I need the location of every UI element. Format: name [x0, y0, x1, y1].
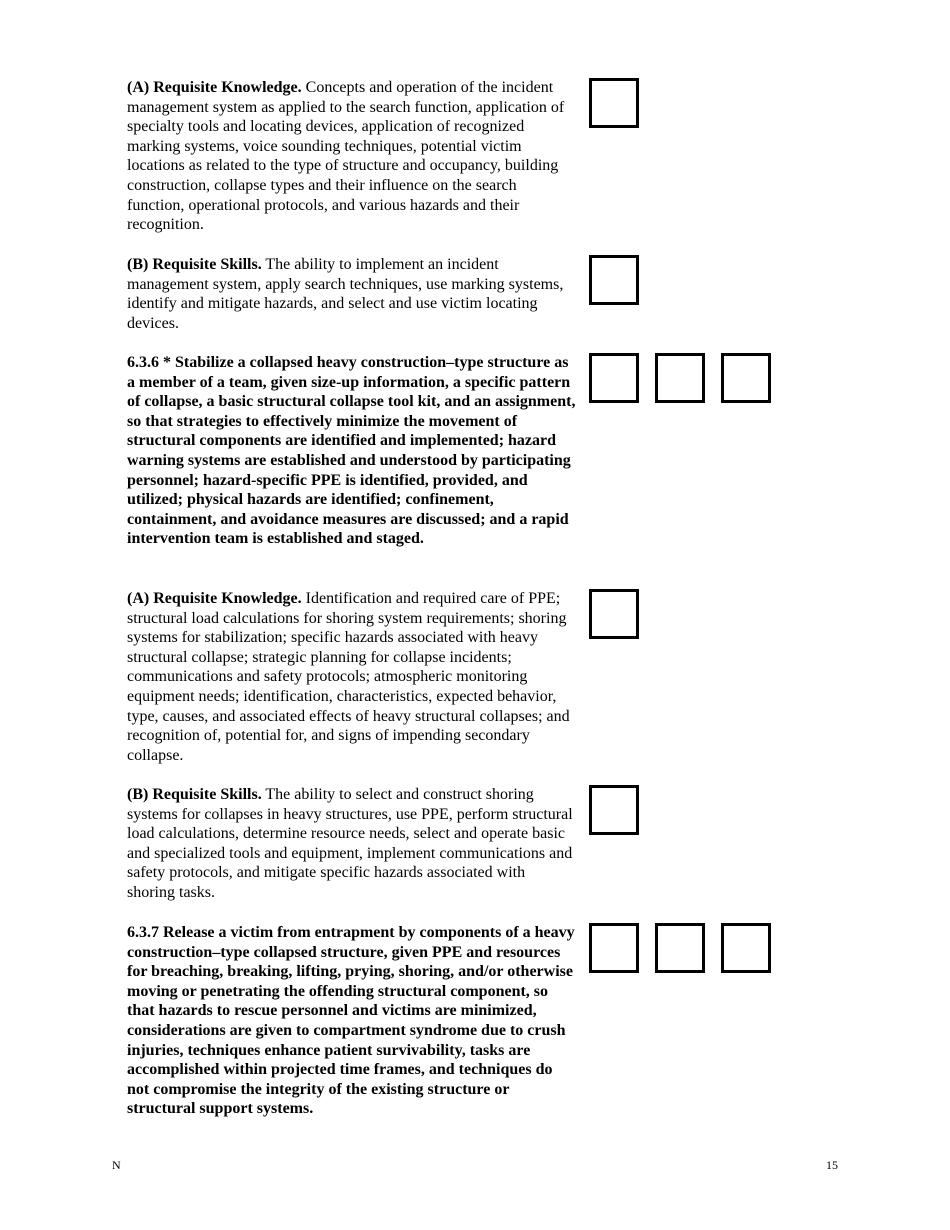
paragraph-body: The ability to implement an incident management system, apply search techniques, use marking systems, identify and mitigate hazards, and select and use victim locating devices. [127, 256, 564, 332]
checkbox[interactable] [589, 255, 639, 305]
checkbox-group-3 [589, 353, 771, 403]
checkbox-group-5 [589, 785, 639, 835]
page-number: 15 [826, 1158, 838, 1172]
knowledge-paragraph-2 [127, 589, 577, 765]
checkbox[interactable] [589, 589, 639, 639]
checkbox[interactable] [655, 353, 705, 403]
paragraph-lead: (B) Requisite Skills. [127, 256, 262, 273]
checkbox[interactable] [589, 923, 639, 973]
checkbox[interactable] [589, 785, 639, 835]
skills-paragraph-1 [127, 255, 577, 333]
checkbox[interactable] [589, 78, 639, 128]
checkbox[interactable] [721, 923, 771, 973]
checkbox[interactable] [589, 353, 639, 403]
skills-paragraph-2 [127, 785, 577, 903]
checkbox-group-6 [589, 923, 771, 973]
paragraph-body: The ability to select and construct shoring systems for collapses in heavy structures, use PPE, perform structural load calculations, determine resource needs, select and operate basic and specialized tools and equipment, implement communications and safety protocols, and mitigate specific hazards associated with shoring tasks. [127, 786, 573, 901]
checkbox-group-4 [589, 589, 639, 639]
requirement-6-3-7: 6.3.7 Release a victim from entrapment by components of a heavy construction–type collapsed structure, given PPE and resources for breaching, breaking, lifting, prying, shoring, and/or otherwise moving or penetrating the offending structural component, so that hazards to rescue personnel and victims are minimized, considerations are given to compartment syndrome due to crush injuries, techniques enhance patient survivability, tasks are accomplished within projected time frames, and techniques do not compromise the integrity of the existing structure or structural support systems. [127, 924, 575, 1118]
paragraph-lead: (A) Requisite Knowledge. [127, 590, 302, 607]
requirement-6-3-6: 6.3.6 * Stabilize a collapsed heavy construction–type structure as a member of a team, given size-up information, a specific pattern of collapse, a basic structural collapse tool kit, and an assignment, so that strategies to effectively minimize the movement of structural components are identified and implemented; hazard warning systems are established and understood by participating personnel; hazard-specific PPE is identified, provided, and utilized; physical hazards are identified; confinement, containment, and avoidance measures are discussed; and a rapid intervention team is established and staged. [127, 354, 576, 548]
paragraph-body: Concepts and operation of the incident management system as applied to the search function, application of specialty tools and locating devices, application of recognized marking systems, voice sounding techniques, potential victim locations as related to the type of structure and occupancy, building construction, collapse types and their influence on the search function, operational protocols, and various hazards and their recognition. [127, 79, 565, 234]
checkbox[interactable] [655, 923, 705, 973]
footer-left-mark: N [112, 1158, 121, 1172]
paragraph-lead: (B) Requisite Skills. [127, 786, 262, 803]
checkbox-group-1 [589, 78, 639, 128]
checkbox-group-2 [589, 255, 639, 305]
paragraph-lead: (A) Requisite Knowledge. [127, 79, 302, 96]
knowledge-paragraph-1 [127, 78, 577, 235]
paragraph-body: Identification and required care of PPE; structural load calculations for shoring system requirements; shoring systems for stabilization; specific hazards associated with heavy structural collapse; strategic planning for collapse incidents; communications and safety protocols; atmospheric monitoring equipment needs; identification, characteristics, expected behavior, type, causes, and associated effects of heavy structural collapses; and recognition of, potential for, and signs of impending secondary collapse. [127, 590, 570, 764]
checkbox[interactable] [721, 353, 771, 403]
